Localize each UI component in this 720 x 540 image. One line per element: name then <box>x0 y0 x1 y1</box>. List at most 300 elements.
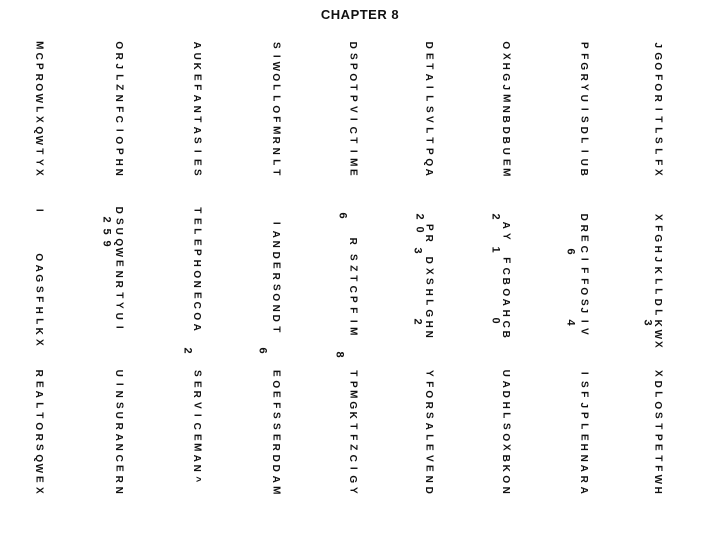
letter: P <box>33 63 45 70</box>
letter: I <box>270 221 282 225</box>
letter: Y <box>578 84 590 92</box>
letter: G <box>347 475 359 484</box>
letter: L <box>191 228 203 235</box>
letter: S <box>191 137 203 144</box>
letter: U <box>113 312 125 320</box>
letter: H <box>652 245 664 253</box>
letter: Q <box>113 238 125 246</box>
letter: S <box>500 422 512 430</box>
letter: H <box>500 62 512 71</box>
letter: U <box>191 52 203 60</box>
letter: T <box>191 207 203 214</box>
letter: D <box>423 41 435 49</box>
letter: C <box>347 285 359 293</box>
letter: F <box>423 380 435 387</box>
letter: V <box>191 401 203 409</box>
letter: K <box>347 412 359 420</box>
letter: T <box>652 423 664 430</box>
letter: J <box>500 84 512 91</box>
letter: I <box>113 128 125 132</box>
grid-number: 9 <box>100 240 113 247</box>
letter: S <box>113 217 125 225</box>
letter: E <box>113 259 125 267</box>
letter: C <box>191 302 203 310</box>
letter: P <box>347 296 359 304</box>
letter: M <box>33 41 45 50</box>
letter: N <box>578 454 590 462</box>
letter: X <box>500 444 512 451</box>
letter: Y <box>113 302 125 309</box>
letter: U <box>113 369 125 377</box>
column-segment-mid <box>417 222 439 243</box>
letter: H <box>578 443 590 452</box>
column-segment-top <box>494 40 516 178</box>
letter: E <box>191 291 203 299</box>
letter: S <box>578 116 590 123</box>
letter: R <box>113 422 125 430</box>
letter: K <box>33 327 45 336</box>
letter: A <box>33 390 45 399</box>
grid-number: 1 <box>489 246 502 253</box>
grid-number: 8 <box>333 351 346 358</box>
letter: G <box>500 73 512 81</box>
letter: L <box>578 137 590 144</box>
letter: T <box>113 291 125 299</box>
letter: S <box>423 105 435 113</box>
letter: R <box>113 52 125 60</box>
letter: L <box>652 309 664 316</box>
letter: H <box>500 309 512 317</box>
letter: I <box>347 319 359 323</box>
letter: R <box>578 224 590 232</box>
letter: W <box>270 61 282 72</box>
column-segment-bottom <box>185 368 207 485</box>
letter: R <box>33 433 45 441</box>
letter: I <box>113 325 125 329</box>
letter: Z <box>347 444 359 451</box>
letter: L <box>500 412 512 419</box>
letter: E <box>191 217 203 225</box>
letter: D <box>500 390 512 399</box>
letter: I <box>423 86 435 90</box>
grid-number: 6 <box>564 248 577 255</box>
grid-number: 6 <box>336 212 349 219</box>
letter: N <box>113 390 125 399</box>
letter: Y <box>347 486 359 494</box>
letter: M <box>500 94 512 103</box>
column-segment-top <box>572 40 594 178</box>
column-segment-low <box>27 252 49 347</box>
letter: I <box>191 149 203 153</box>
letter: O <box>500 288 512 296</box>
letter: U <box>113 412 125 420</box>
letter: I <box>33 208 45 212</box>
grid-number: 6 <box>256 347 269 354</box>
column-segment-bottom <box>264 368 286 495</box>
letter: M <box>347 327 359 336</box>
letter: L <box>270 84 282 91</box>
letter: A <box>500 380 512 388</box>
letter: S <box>270 283 282 291</box>
page-title: CHAPTER 8 <box>320 7 400 22</box>
letter: E <box>578 235 590 242</box>
letter: X <box>652 169 664 176</box>
letter: F <box>113 105 125 112</box>
letter: E <box>191 238 203 246</box>
letter: O <box>270 104 282 113</box>
column-segment-top <box>646 40 668 178</box>
letter: P <box>423 147 435 155</box>
letter: N <box>270 240 282 249</box>
letter: N <box>113 94 125 102</box>
letter: M <box>191 443 203 452</box>
letter: D <box>652 380 664 388</box>
letter: L <box>33 317 45 324</box>
letter: G <box>423 309 435 318</box>
column-segment-mid <box>107 205 129 332</box>
letter: T <box>33 148 45 155</box>
letter: F <box>347 307 359 314</box>
letter: P <box>191 249 203 257</box>
letter: M <box>270 485 282 494</box>
letter: I <box>578 319 590 323</box>
grid-number: 2 <box>411 318 424 325</box>
grid-number: 4 <box>564 319 577 326</box>
letter: G <box>347 401 359 409</box>
letter: E <box>652 444 664 451</box>
letter: I <box>578 149 590 153</box>
column-segment-bottom <box>494 368 516 495</box>
letter: J <box>113 63 125 70</box>
letter: V <box>347 105 359 113</box>
letter: D <box>652 298 664 306</box>
letter: O <box>652 401 664 409</box>
letter: K <box>652 319 664 327</box>
letter: F <box>652 158 664 165</box>
column-segment-mid <box>27 205 49 216</box>
letter: O <box>652 83 664 92</box>
letter: A <box>191 41 203 49</box>
letter: X <box>33 169 45 176</box>
letter: ^ <box>191 476 203 483</box>
letter: S <box>652 137 664 144</box>
letter: R <box>33 73 45 81</box>
letter: S <box>191 169 203 176</box>
letter: V <box>423 116 435 123</box>
grid-number: 2 <box>100 216 113 223</box>
letter: X <box>33 486 45 494</box>
letter: E <box>113 465 125 472</box>
letter: L <box>423 126 435 134</box>
letter: R <box>578 475 590 483</box>
letter: T <box>270 326 282 333</box>
grid-number: 2 <box>181 347 194 354</box>
letter: K <box>191 62 203 71</box>
column-segment-mid <box>264 218 286 335</box>
letter: S <box>270 412 282 420</box>
column-segment-top <box>341 40 363 178</box>
letter: I <box>652 107 664 111</box>
column-segment-bottom <box>572 368 594 495</box>
letter: R <box>347 237 359 245</box>
letter: O <box>500 432 512 441</box>
letter: R <box>270 272 282 280</box>
letter: I <box>113 382 125 386</box>
letter: N <box>191 105 203 113</box>
letter: P <box>347 380 359 388</box>
letter: R <box>652 94 664 102</box>
letter: N <box>113 168 125 177</box>
letter: A <box>191 126 203 134</box>
letter: L <box>33 402 45 409</box>
letter: V <box>423 454 435 462</box>
letter: E <box>33 475 45 483</box>
letter: F <box>500 257 512 264</box>
letter: D <box>113 206 125 214</box>
letter: C <box>113 115 125 124</box>
letter: O <box>347 73 359 81</box>
letter: E <box>270 433 282 441</box>
letter: L <box>33 105 45 112</box>
letter: F <box>578 52 590 59</box>
letter: I <box>191 414 203 418</box>
letter: N <box>113 270 125 278</box>
letter: S <box>33 444 45 451</box>
column-segment-bottom <box>646 368 668 495</box>
letter: L <box>652 288 664 295</box>
letter: T <box>33 412 45 419</box>
column-segment-top <box>107 40 129 178</box>
letter: D <box>423 486 435 494</box>
column-segment-top <box>185 40 207 178</box>
letter: D <box>270 454 282 462</box>
letter: L <box>578 423 590 430</box>
grid-number: 0 <box>489 317 502 324</box>
letter: X <box>423 267 435 275</box>
letter: A <box>270 475 282 483</box>
letter: Q <box>423 157 435 166</box>
letter: E <box>423 465 435 472</box>
letter: G <box>578 62 590 71</box>
letter: E <box>270 262 282 270</box>
letter: L <box>652 126 664 134</box>
letter: X <box>652 213 664 221</box>
letter: L <box>423 299 435 306</box>
letter: D <box>578 213 590 221</box>
letter: S <box>113 401 125 409</box>
letter: M <box>500 168 512 177</box>
letter: O <box>270 73 282 81</box>
letter: A <box>270 230 282 238</box>
letter: H <box>33 306 45 314</box>
letter: C <box>578 245 590 253</box>
letter: O <box>500 41 512 50</box>
letter: O <box>270 380 282 388</box>
letter: G <box>652 234 664 243</box>
letter: Y <box>423 369 435 377</box>
letter: I <box>347 149 359 153</box>
letter: F <box>652 224 664 231</box>
letter: D <box>578 126 590 134</box>
letter: M <box>347 390 359 399</box>
letter: P <box>113 147 125 155</box>
letter: T <box>652 116 664 123</box>
letter: D <box>270 465 282 473</box>
letter: L <box>652 277 664 284</box>
letter: O <box>33 253 45 262</box>
letter: T <box>347 84 359 91</box>
letter: A <box>578 465 590 473</box>
letter: T <box>270 169 282 176</box>
letter: L <box>270 95 282 102</box>
letter: L <box>270 158 282 165</box>
letter: L <box>423 95 435 102</box>
letter: A <box>33 264 45 272</box>
letter: P <box>347 63 359 70</box>
letter: O <box>33 83 45 92</box>
letter: R <box>191 390 203 399</box>
column-segment-mid <box>646 212 668 350</box>
letter: N <box>423 475 435 483</box>
letter: E <box>191 73 203 81</box>
letter: G <box>33 274 45 283</box>
letter: E <box>423 52 435 60</box>
letter: B <box>500 137 512 145</box>
letter: A <box>500 299 512 307</box>
letter: Q <box>33 454 45 462</box>
letter: Y <box>33 158 45 166</box>
letter: S <box>423 278 435 285</box>
letter: P <box>423 223 435 231</box>
letter: T <box>423 137 435 144</box>
letter: U <box>500 147 512 155</box>
letter: O <box>652 62 664 71</box>
letter: C <box>500 267 512 275</box>
letter: S <box>33 285 45 293</box>
grid-number: 2 <box>413 213 426 220</box>
letter: W <box>33 93 45 103</box>
letter: V <box>578 328 590 335</box>
letter: T <box>191 116 203 123</box>
letter: D <box>347 41 359 49</box>
letter: I <box>270 54 282 58</box>
letter: A <box>423 422 435 430</box>
letter: T <box>347 423 359 430</box>
letter: T <box>423 63 435 70</box>
letter: S <box>652 412 664 420</box>
letter: C <box>33 52 45 60</box>
letter: I <box>578 107 590 111</box>
letter: F <box>578 391 590 398</box>
letter: L <box>113 74 125 81</box>
letter: G <box>652 52 664 60</box>
letter: W <box>33 463 45 474</box>
letter: R <box>113 475 125 483</box>
letter: T <box>347 275 359 282</box>
letter: N <box>423 330 435 339</box>
column-segment-low <box>341 252 363 337</box>
letter: R <box>423 234 435 242</box>
letter: E <box>500 158 512 166</box>
letter: M <box>347 157 359 166</box>
letter: F <box>33 296 45 303</box>
column-segment-top <box>264 40 286 178</box>
letter: E <box>191 433 203 441</box>
column-segment-bottom <box>107 368 129 495</box>
letter: O <box>270 293 282 302</box>
column-segment-low <box>494 255 516 340</box>
letter: S <box>578 298 590 306</box>
letter: A <box>423 168 435 177</box>
letter: B <box>578 168 590 177</box>
letter: J <box>652 256 664 263</box>
letter: F <box>652 465 664 472</box>
letter: O <box>33 422 45 431</box>
letter: O <box>113 41 125 50</box>
letter: U <box>113 227 125 236</box>
letter: L <box>423 433 435 440</box>
letter: C <box>347 454 359 462</box>
letter: H <box>500 401 512 409</box>
letter: E <box>423 444 435 451</box>
letter: S <box>191 369 203 377</box>
letter: W <box>113 247 125 258</box>
letter: I <box>347 467 359 471</box>
letter: N <box>113 443 125 452</box>
letter: O <box>191 269 203 278</box>
letter: M <box>270 125 282 135</box>
letter: H <box>113 158 125 166</box>
column-segment-mid <box>341 236 363 247</box>
letter: F <box>270 402 282 409</box>
column-segment-mid <box>185 205 207 332</box>
letter: H <box>191 259 203 267</box>
letter: D <box>423 256 435 264</box>
letter: I <box>347 118 359 121</box>
letter: C <box>191 422 203 430</box>
letter: X <box>500 52 512 60</box>
letter: N <box>191 280 203 289</box>
letter: P <box>578 41 590 49</box>
letter: U <box>578 94 590 102</box>
letter: W <box>33 135 45 146</box>
letter: L <box>652 391 664 398</box>
letter: H <box>423 288 435 296</box>
letter: C <box>500 320 512 328</box>
letter: A <box>578 486 590 494</box>
letter: E <box>578 433 590 441</box>
letter: R <box>578 73 590 81</box>
letter: X <box>652 341 664 348</box>
letter: U <box>578 158 590 166</box>
column-segment-bottom <box>341 368 363 495</box>
letter: N <box>270 147 282 155</box>
letter: E <box>347 169 359 176</box>
letter: O <box>578 287 590 296</box>
letter: O <box>191 312 203 321</box>
letter: X <box>652 369 664 377</box>
letter: B <box>500 330 512 339</box>
letter: I <box>578 371 590 375</box>
letter: D <box>270 251 282 259</box>
letter: Y <box>500 232 512 240</box>
letter: E <box>270 391 282 398</box>
grid-number: 0 <box>413 226 426 233</box>
letter: N <box>500 486 512 494</box>
letter: A <box>113 433 125 441</box>
grid-number: 5 <box>100 228 113 235</box>
letter: H <box>652 486 664 494</box>
